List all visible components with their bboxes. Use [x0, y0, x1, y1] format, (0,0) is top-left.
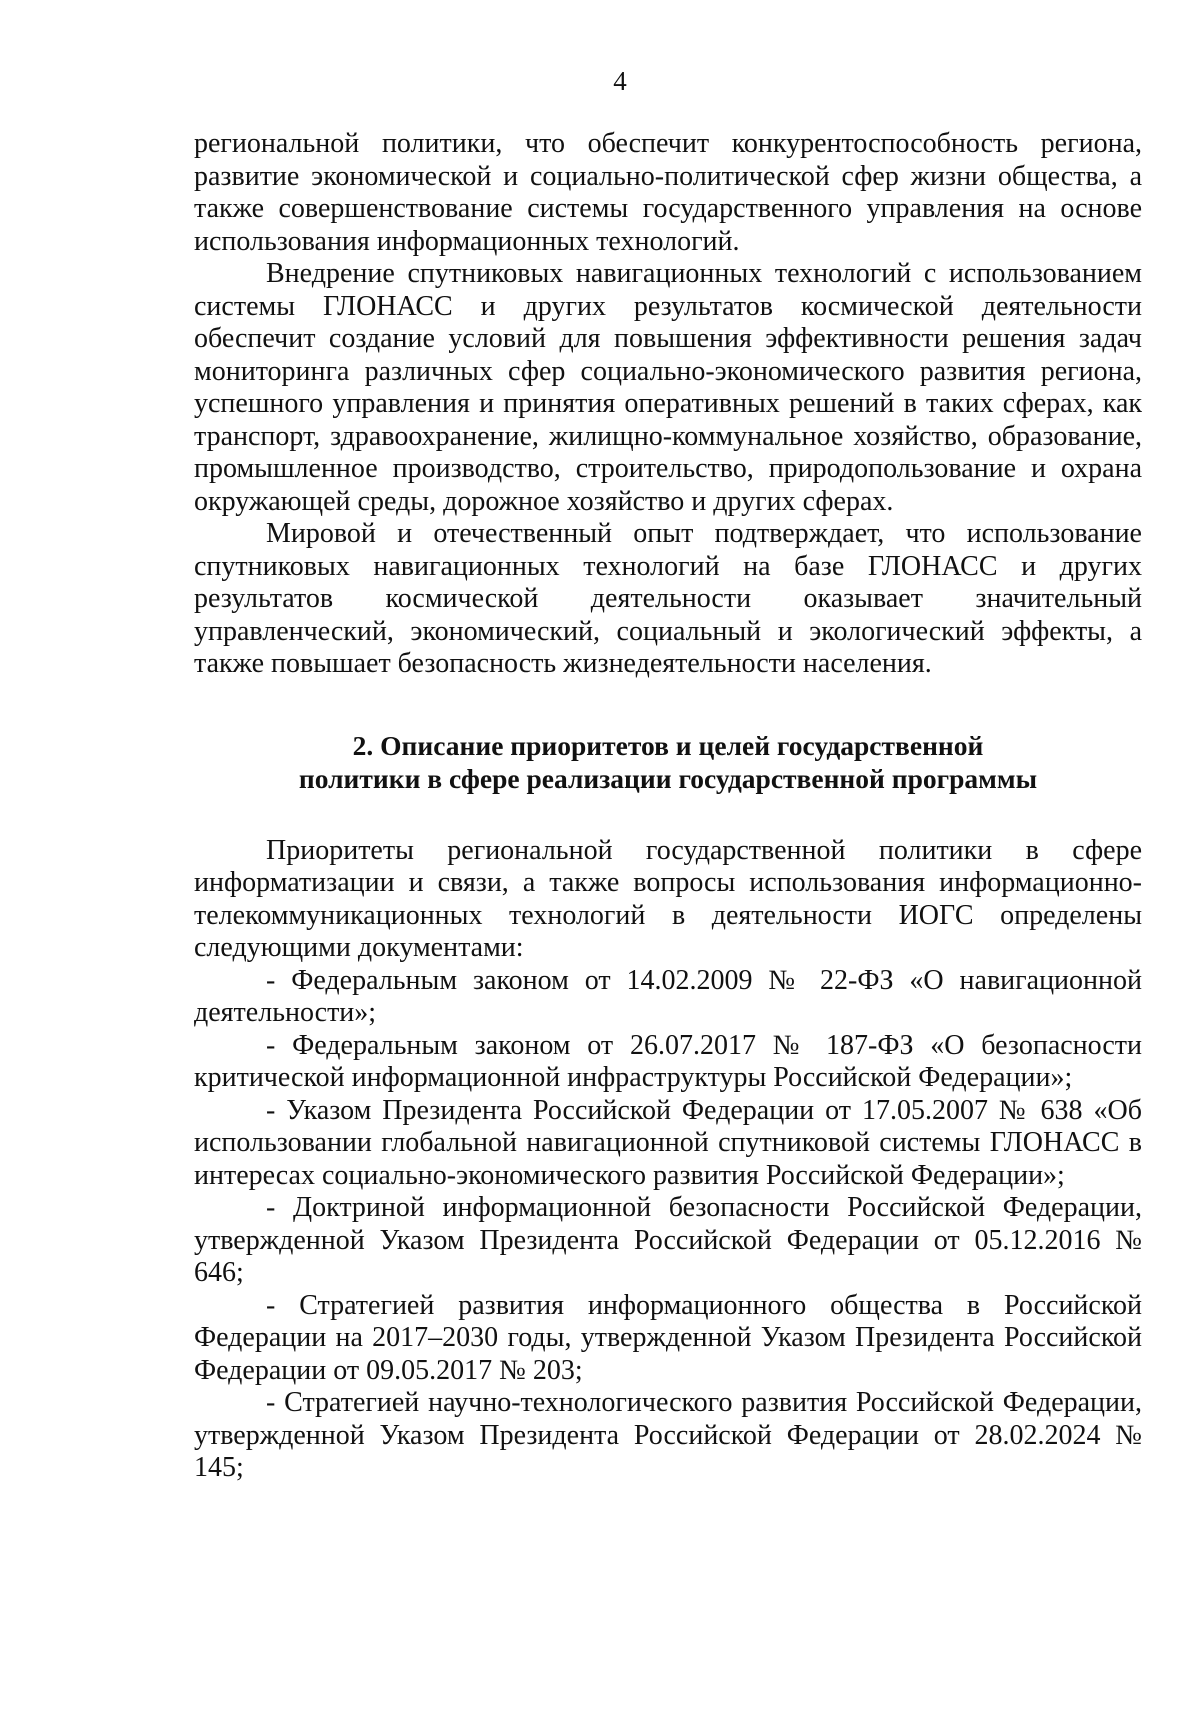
list-item-federal-law-22fz: - Федеральным законом от 14.02.2009 № 22-ФЗ «О навигационной деятельности»; — [194, 964, 1142, 1028]
section-heading-line-2: политики в сфере реализации государственной программы — [298, 762, 1038, 794]
list-item-decree-638: - Указом Президента Российской Федерации от 17.05.2007 № 638 «Об использовании глобальной навигационной спутниковой системы ГЛОНАСС в интересах социально-экономического развития Российской Федерации»; — [194, 1094, 1142, 1191]
list-item-doctrine-646: - Доктриной информационной безопасности Российской Федерации, утвержденной Указом Президента Российской Федерации от 05.12.2016 № 646; — [194, 1192, 1142, 1288]
section-heading — [194, 729, 1142, 795]
page-number: 4 — [613, 66, 627, 96]
section-heading-line-1: 2. Описание приоритетов и целей государственной — [352, 729, 984, 761]
paragraph-priorities-intro: Приоритеты региональной государственной политики в сфере информатизации и связи, а также вопросы использования информационно-телекоммуникационных технологий в деятельности ИОГС определены следующими документами: — [194, 834, 1142, 963]
list-item-strategy-145: - Стратегией научно-технологического развития Российской Федерации, утвержденной Указом Президента Российской Федерации от 28.02.2024 № 145; — [194, 1387, 1142, 1483]
list-item-strategy-203: - Стратегией развития информационного общества в Российской Федерации на 2017–2030 годы, утвержденной Указом Президента Российской Федерации от 09.05.2017 № 203; — [194, 1289, 1142, 1386]
paragraph-continuation: региональной политики, что обеспечит конкурентоспособность региона, развитие экономической и социально-политической сфер жизни общества, а также совершенствование системы государственного управления на основе использования информационных технологий. — [194, 128, 1142, 257]
list-item-federal-law-187fz: - Федеральным законом от 26.07.2017 № 187-ФЗ «О безопасности критической информационной инфраструктуры Российской Федерации»; — [194, 1029, 1142, 1093]
paragraph-glonass-implementation: Внедрение спутниковых навигационных технологий с использованием системы ГЛОНАСС и других результатов космической деятельности обеспечит создание условий для повышения эффективности решения задач мониторинга различных сфер социально-экономического развития региона, успешного управления и принятия оперативных решений в таких сферах, как транспорт, здравоохранение, жилищно-коммунальное хозяйство, образование, промышленное производство, строительство, природопользование и охрана окружающей среды, дорожное хозяйство и других сферах. — [194, 258, 1142, 517]
paragraph-world-experience: Мировой и отечественный опыт подтверждает, что использование спутниковых навигационных технологий на базе ГЛОНАСС и других результатов космической деятельности оказывает значительный управленческий, экономический, социальный и экологический эффекты, а также повышает безопасность жизнедеятельности населения. — [194, 518, 1142, 679]
document-body — [194, 128, 1142, 1485]
